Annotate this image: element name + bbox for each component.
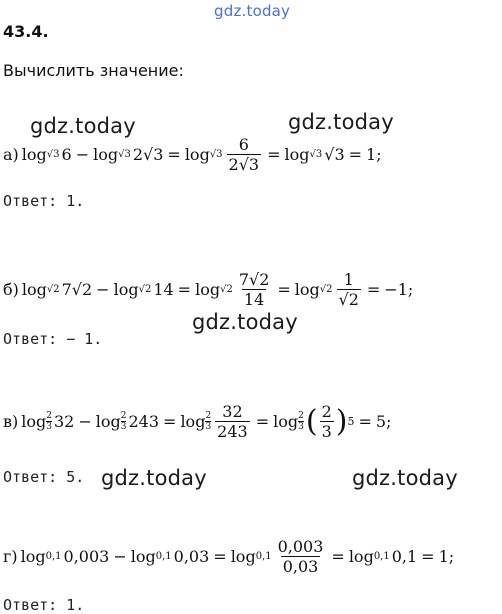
watermark-1: gdz.today (30, 114, 136, 138)
label-c: в) (3, 412, 19, 431)
watermark-4: gdz.today (101, 466, 207, 490)
result-b: −1; (384, 280, 414, 299)
result-d: 1; (438, 547, 455, 566)
watermark-2: gdz.today (288, 110, 394, 134)
watermark-3: gdz.today (192, 310, 298, 334)
fraction-c-inner: $\frac{2}{3}$ (321, 402, 332, 441)
label-d: г) (3, 547, 18, 566)
solution-d: г) log 0,1 0,003 − log 0,1 0,03 = log 0,1 $\frac{0,003}{0,03}$ = log 0,1 0,1 = 1; (3, 537, 455, 576)
label-b: б) (3, 280, 19, 299)
fraction-a: $\frac{6}{2√3}$ (228, 135, 260, 174)
label-a: а) (3, 145, 19, 164)
solution-c: в) log 2 3 32 − log 2 3 243 = log 2 3 $\frac{32}{243}$ = log 2 3 ( $\frac{2}{3}$ ) 5 = 5; (3, 402, 392, 441)
answer-d: Ответ: 1. (3, 596, 85, 614)
answer-a: Ответ: 1. (3, 192, 85, 210)
problem-number: 43.4. (3, 22, 49, 41)
problem-statement: Вычислить значение: (3, 61, 184, 80)
solution-b: б) log √2 7√2 − log √2 14 = log √2 $\frac{7√2}{14}$ = log √2 $\frac{1}{√2}$ = −1; (3, 270, 414, 309)
watermark-top: gdz.today (214, 2, 291, 20)
answer-b: Ответ: − 1. (3, 330, 103, 348)
solution-a: а) log √3 6 − log √3 2√3 = log √3 $\frac{6}{2√3}$ = log √3 √3 = 1; (3, 135, 382, 174)
result-c: 5; (375, 412, 392, 431)
fraction-b2: $\frac{1}{√2}$ (338, 270, 359, 309)
watermark-5: gdz.today (352, 466, 458, 490)
fraction-c: $\frac{32}{243}$ (217, 402, 248, 441)
result-a: 1; (366, 145, 382, 164)
answer-c: Ответ: 5. (3, 468, 85, 486)
fraction-d: $\frac{0,003}{0,03}$ (277, 537, 324, 576)
fraction-b1: $\frac{7√2}{14}$ (238, 270, 270, 309)
